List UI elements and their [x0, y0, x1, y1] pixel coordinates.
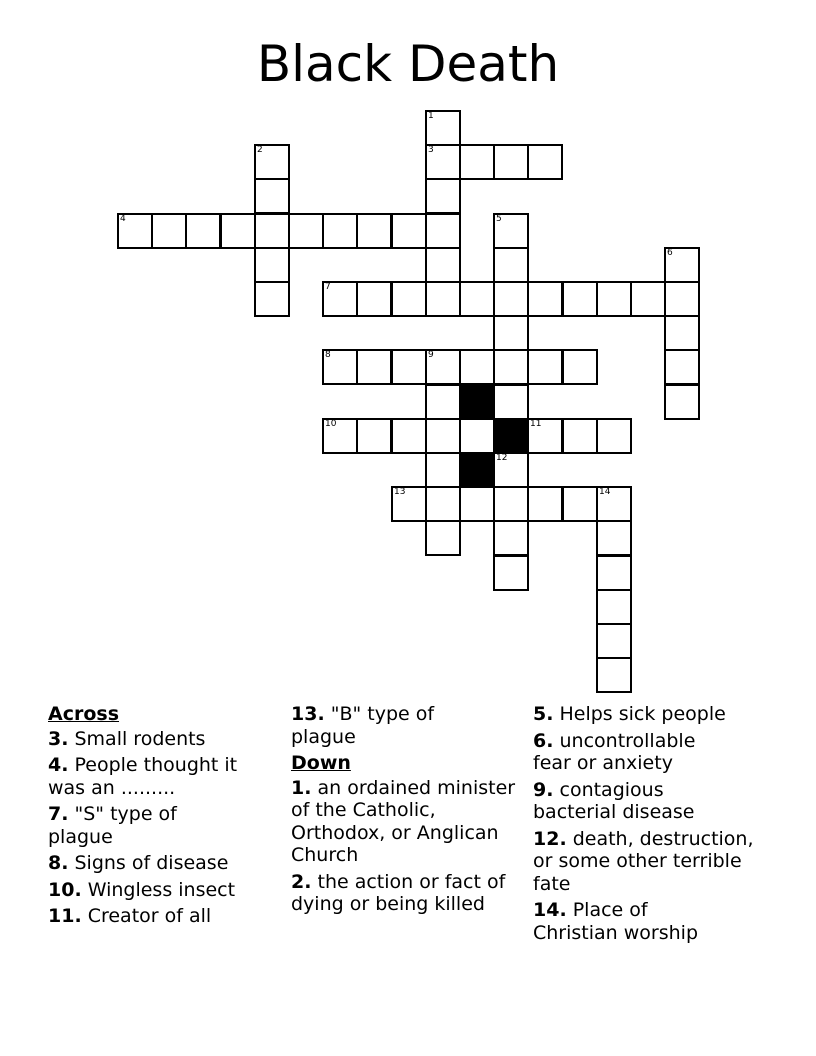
grid-cell[interactable]: [493, 520, 529, 556]
grid-cell[interactable]: [596, 555, 632, 591]
grid-cell[interactable]: [322, 281, 358, 317]
clue-across-7: 7. "S" type of plague: [48, 803, 177, 848]
grid-cell[interactable]: [527, 486, 563, 522]
clue-across-3: 3. Small rodents: [48, 727, 206, 750]
clue-number: 13: [394, 487, 406, 497]
grid-cell[interactable]: [322, 349, 358, 385]
clue-number: 5: [496, 214, 502, 224]
grid-cell[interactable]: [322, 213, 358, 249]
grid-cell[interactable]: [356, 418, 392, 454]
grid-cell[interactable]: [562, 418, 598, 454]
grid-cell[interactable]: [493, 486, 529, 522]
grid-cell[interactable]: [425, 281, 461, 317]
grid-cell[interactable]: [425, 247, 461, 283]
clue-across-13: 13. "B" type of plague: [291, 703, 435, 748]
down-heading: Down: [291, 752, 351, 774]
grid-cell[interactable]: [493, 555, 529, 591]
grid-cell[interactable]: [220, 213, 256, 249]
clue-number: 2: [257, 145, 263, 155]
grid-cell[interactable]: [596, 486, 632, 522]
grid-cell[interactable]: [459, 486, 495, 522]
black-cell: [459, 384, 495, 420]
grid-cell[interactable]: [391, 213, 427, 249]
clue-down-12: 12. death, destruction, or some other terrible fate: [533, 827, 754, 895]
black-cell: [493, 418, 529, 454]
grid-cell[interactable]: [493, 213, 529, 249]
grid-cell[interactable]: [596, 589, 632, 625]
clue-down-2: 2. the action or fact of dying or being killed: [291, 870, 506, 915]
grid-cell[interactable]: [562, 349, 598, 385]
grid-cell[interactable]: [459, 349, 495, 385]
grid-cell[interactable]: [254, 178, 290, 214]
grid-cell[interactable]: [425, 213, 461, 249]
grid-cell[interactable]: [391, 486, 427, 522]
grid-cell[interactable]: [254, 213, 290, 249]
grid-cell[interactable]: [664, 349, 700, 385]
grid-cell[interactable]: [391, 418, 427, 454]
grid-cell[interactable]: [425, 520, 461, 556]
grid-cell[interactable]: [493, 315, 529, 351]
grid-cell[interactable]: [254, 281, 290, 317]
clue-down-6: 6. uncontrollable fear or anxiety: [533, 729, 696, 774]
grid-cell[interactable]: [254, 144, 290, 180]
grid-cell[interactable]: [185, 213, 221, 249]
grid-cell[interactable]: [391, 281, 427, 317]
clue-number: 14: [599, 487, 611, 497]
grid-cell[interactable]: [493, 452, 529, 488]
clue-number: 11: [530, 419, 542, 429]
clue-down-5: 5. Helps sick people: [533, 703, 726, 725]
clue-number: 8: [325, 350, 331, 360]
grid-cell[interactable]: [596, 281, 632, 317]
grid-cell[interactable]: [322, 418, 358, 454]
grid-cell[interactable]: [254, 247, 290, 283]
grid-cell[interactable]: [562, 281, 598, 317]
grid-cell[interactable]: [356, 213, 392, 249]
grid-cell[interactable]: [425, 178, 461, 214]
grid-cell[interactable]: [493, 144, 529, 180]
grid-cell[interactable]: [425, 486, 461, 522]
grid-cell[interactable]: [664, 384, 700, 420]
clues-column-1: [48, 703, 278, 932]
clue-number: 3: [428, 145, 434, 155]
grid-cell[interactable]: [425, 418, 461, 454]
grid-cell[interactable]: [425, 110, 461, 146]
grid-cell[interactable]: [356, 349, 392, 385]
grid-cell[interactable]: [425, 144, 461, 180]
grid-cell[interactable]: [527, 144, 563, 180]
puzzle-title: Black Death: [256, 35, 560, 93]
clue-number: 6: [667, 248, 673, 258]
grid-cell[interactable]: [527, 281, 563, 317]
clues-column-2: [291, 703, 531, 920]
grid-cell[interactable]: [493, 384, 529, 420]
clue-number: 4: [120, 214, 126, 224]
clue-down-9: 9. contagious bacterial disease: [533, 778, 695, 823]
grid-cell[interactable]: [596, 623, 632, 659]
grid-cell[interactable]: [425, 349, 461, 385]
clue-number: 7: [325, 282, 331, 292]
grid-cell[interactable]: [356, 281, 392, 317]
grid-cell[interactable]: [664, 281, 700, 317]
clue-across-11: 11. Creator of all: [48, 905, 212, 927]
clue-across-4: 4. People thought it was an .........: [48, 754, 238, 799]
clue-down-1: 1. an ordained minister of the Catholic, Orthodox, or Anglican Church: [291, 776, 516, 866]
grid-cell[interactable]: [493, 247, 529, 283]
grid-cell[interactable]: [459, 418, 495, 454]
grid-cell[interactable]: [288, 213, 324, 249]
clue-number: 1: [428, 111, 434, 121]
clue-number: 9: [428, 350, 434, 360]
grid-cell[interactable]: [527, 349, 563, 385]
grid-cell[interactable]: [493, 349, 529, 385]
clue-number: 10: [325, 419, 337, 429]
grid-cell[interactable]: [664, 315, 700, 351]
grid-cell[interactable]: [596, 520, 632, 556]
clue-across-10: 10. Wingless insect: [48, 878, 236, 901]
grid-cell[interactable]: [425, 452, 461, 488]
grid-cell[interactable]: [151, 213, 187, 249]
grid-cell[interactable]: [459, 281, 495, 317]
grid-cell[interactable]: [425, 384, 461, 420]
clue-down-14: 14. Place of Christian worship: [533, 899, 699, 944]
grid-cell[interactable]: [630, 281, 666, 317]
grid-cell[interactable]: [117, 213, 153, 249]
clue-across-8: 8. Signs of disease: [48, 852, 229, 874]
grid-cell[interactable]: [459, 144, 495, 180]
black-cell: [459, 452, 495, 488]
grid-cell[interactable]: [527, 418, 563, 454]
across-heading: Across: [48, 703, 120, 725]
grid-cell[interactable]: [493, 281, 529, 317]
grid-cell[interactable]: [664, 247, 700, 283]
grid-cell[interactable]: [391, 349, 427, 385]
grid-cell[interactable]: [562, 486, 598, 522]
grid-cell[interactable]: [596, 657, 632, 693]
clue-number: 12: [496, 453, 508, 463]
grid-cell[interactable]: [596, 418, 632, 454]
clues-column-3: [533, 703, 773, 948]
